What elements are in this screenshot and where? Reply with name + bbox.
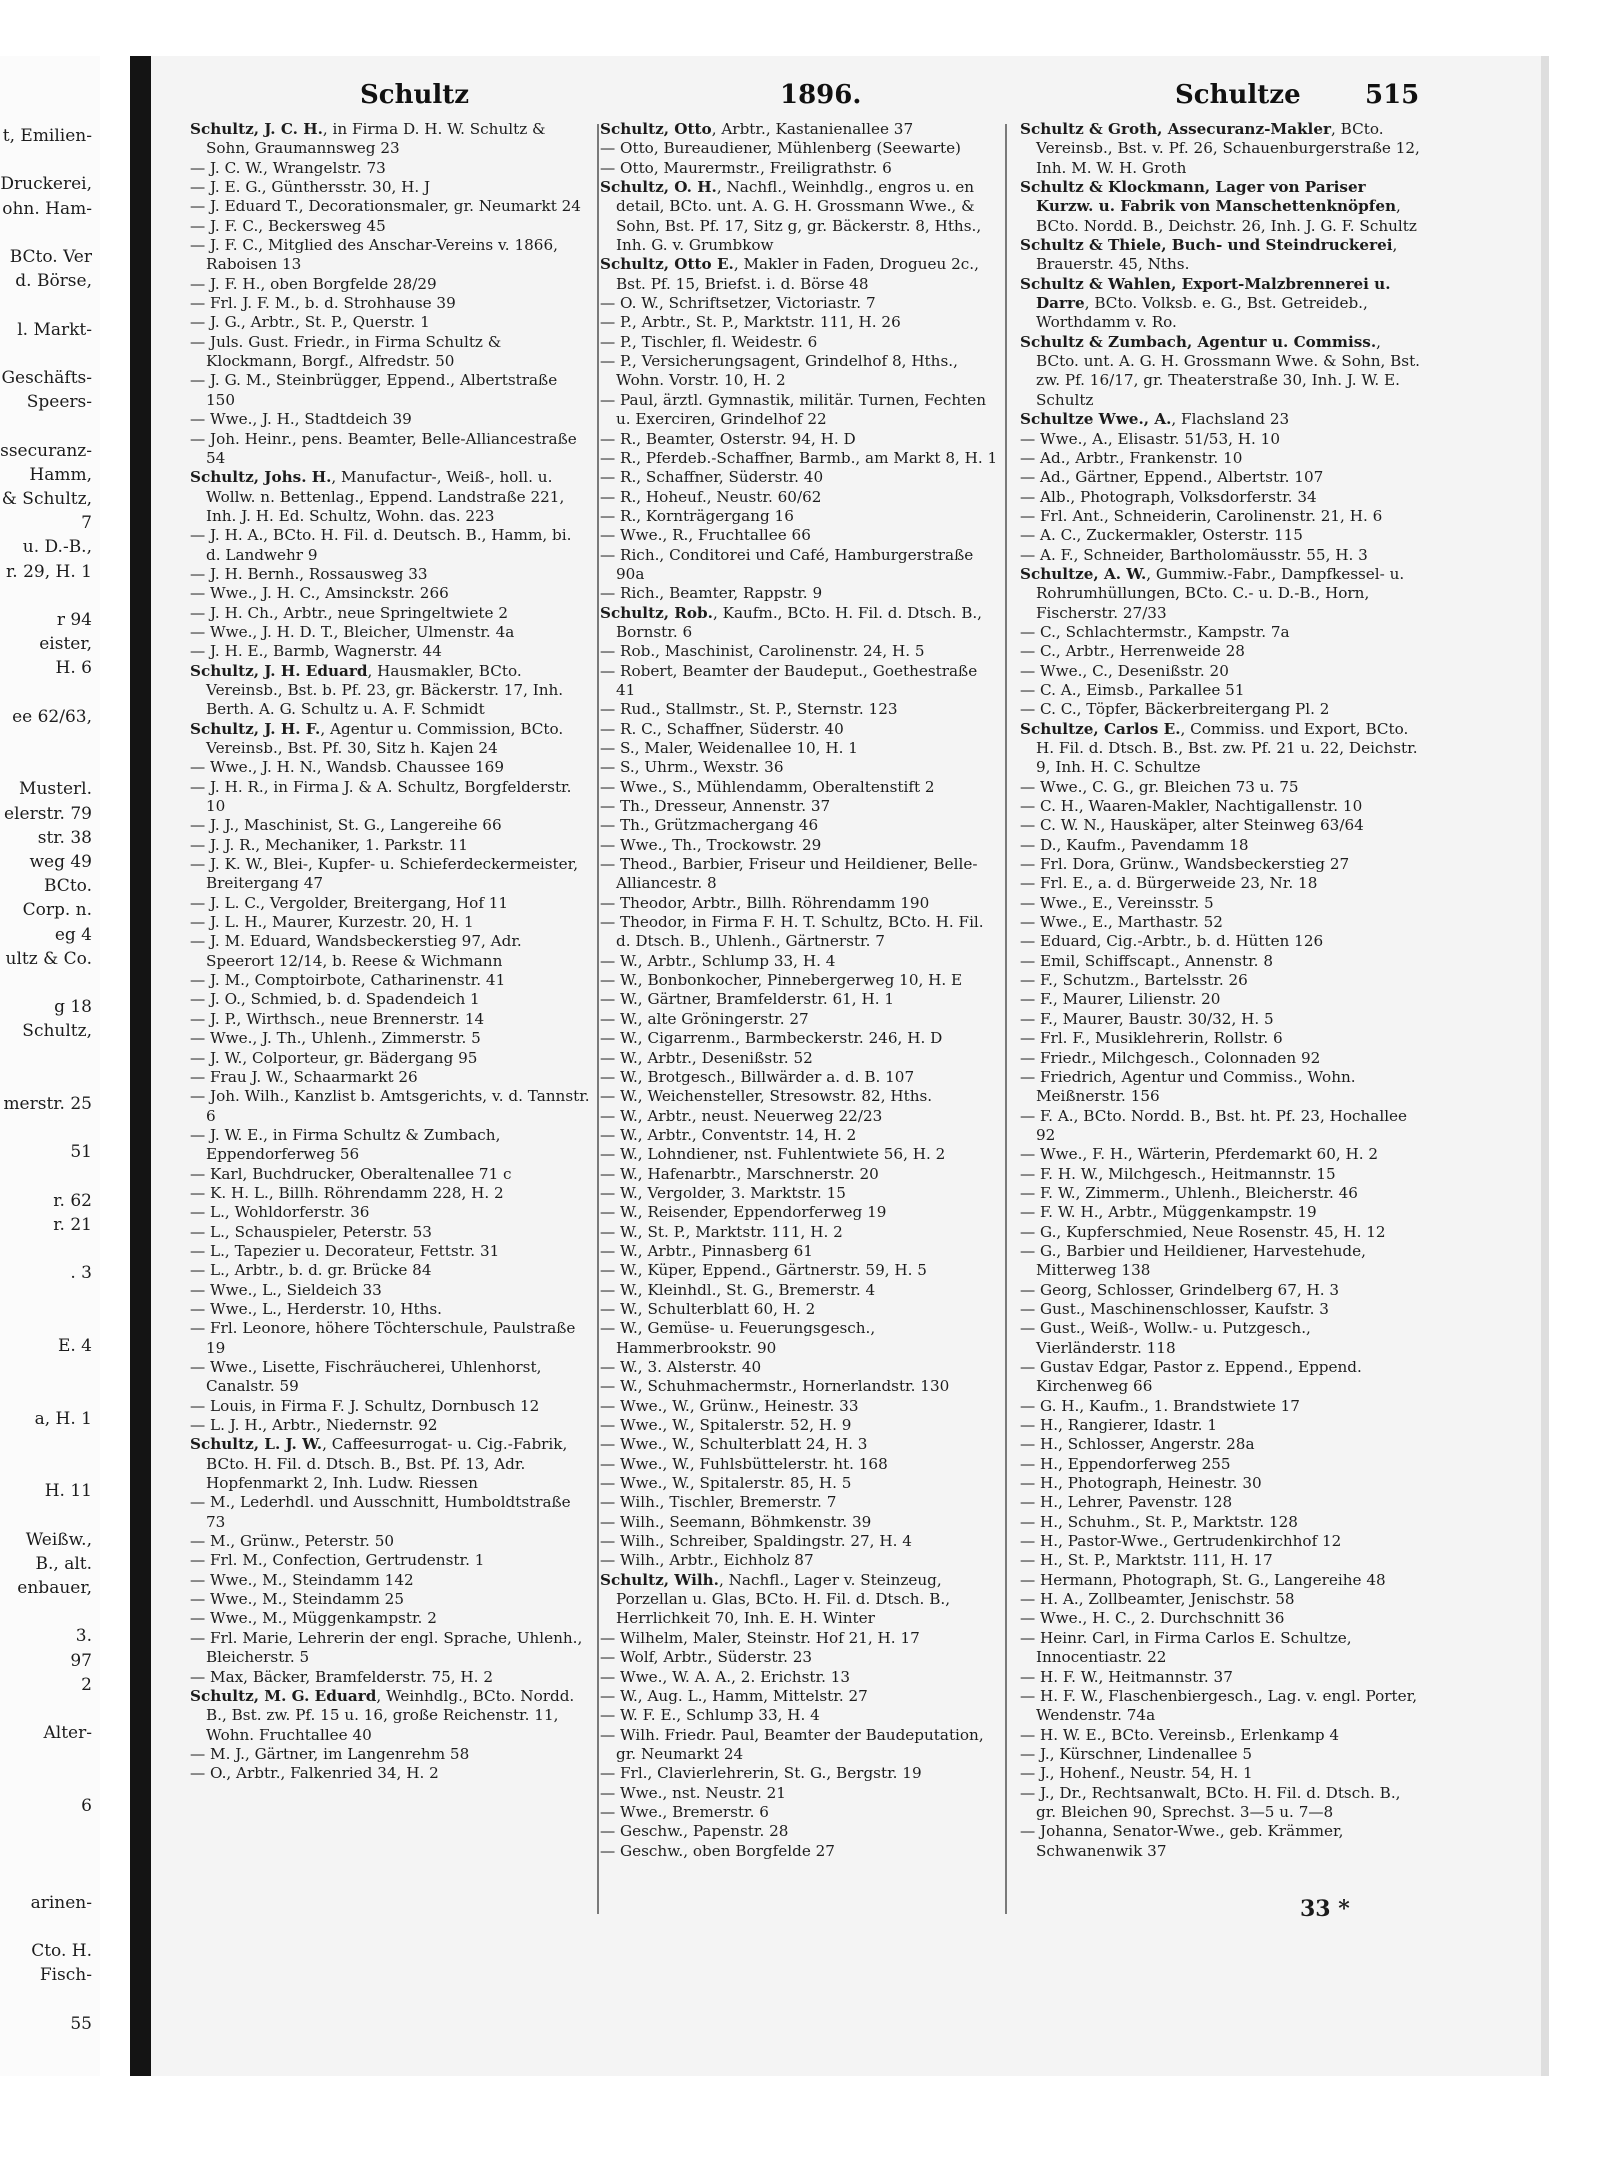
margin-fragment: & Schultz,: [1, 489, 92, 509]
directory-entry: — J. L. H., Maurer, Kurzestr. 20, H. 1: [190, 913, 474, 932]
margin-fragment: r 94: [56, 610, 92, 630]
directory-entry: — H. A., Zollbeamter, Jenischstr. 58: [1020, 1590, 1295, 1609]
margin-fragment: E. 4: [57, 1336, 92, 1356]
directory-entry: Schultze, Carlos E., Commiss. und Export, BCto. H. Fil. d. Dtsch. B., Bst. zw. Pf. 21 u. 22, Deichstr. 9, Inh. H. C. Schultze: [1020, 719, 1418, 777]
directory-entry: — Th., Grützmachergang 46: [600, 816, 819, 835]
directory-entry: — Frl. Dora, Grünw., Wandsbeckerstieg 27: [1020, 855, 1350, 874]
directory-entry: — P., Arbtr., St. P., Marktstr. 111, H. 26: [600, 313, 901, 332]
directory-entry: — H., St. P., Marktstr. 111, H. 17: [1020, 1551, 1273, 1570]
directory-column-1: [190, 120, 590, 1784]
page-number: 515: [1365, 80, 1420, 110]
directory-entry: — F. W., Zimmerm., Uhlenh., Bleicherstr. 46: [1020, 1183, 1358, 1202]
directory-entry: — J. H. Ch., Arbtr., neue Springeltwiete 2: [190, 603, 508, 622]
directory-entry: — L., Arbtr., b. d. gr. Brücke 84: [190, 1261, 432, 1280]
directory-entry: — Wwe., W., Grünw., Heinestr. 33: [600, 1396, 859, 1415]
directory-entry: Schultz, O. H., Nachfl., Weinhdlg., engros u. en detail, BCto. unt. A. G. H. Grossmann Wwe., & Sohn, Bst. Pf. 17, Sitz g, gr. Bäckerstr. 8, Hths., Inh. G. v. Grumbkow: [600, 178, 982, 255]
directory-entry: — W., Arbtr., neust. Neuerweg 22/23: [600, 1106, 883, 1125]
directory-entry: — W., Arbtr., Desenißstr. 52: [600, 1048, 813, 1067]
directory-entry: — H., Schuhm., St. P., Marktstr. 128: [1020, 1512, 1298, 1531]
margin-fragment: elerstr. 79: [4, 803, 92, 824]
margin-fragment: H. 6: [55, 658, 92, 679]
directory-entry: — Wwe., W., Schulterblatt 24, H. 3: [600, 1435, 868, 1454]
directory-entry: — W., Arbtr., Schlump 33, H. 4: [600, 951, 836, 970]
directory-entry: — Georg, Schlosser, Grindelberg 67, H. 3: [1020, 1280, 1340, 1299]
directory-entry: — H., Eppendorferweg 255: [1020, 1454, 1231, 1473]
margin-fragment: 3.: [75, 1626, 92, 1647]
directory-entry: Schultz, J. H. F., Agentur u. Commission, BCto. Vereinsb., Bst. Pf. 30, Sitz h. Kajen 24: [190, 719, 564, 757]
directory-entry: — W., Lohndiener, nst. Fuhlentwiete 56, H. 2: [600, 1145, 946, 1164]
directory-entry: — Paul, ärztl. Gymnastik, militär. Turnen, Fechten u. Exerciren, Grindelhof 22: [600, 390, 987, 429]
directory-entry: — Geschw., oben Borgfelde 27: [600, 1841, 835, 1860]
margin-fragment: 97: [70, 1650, 92, 1671]
directory-entry: — Otto, Bureaudiener, Mühlenberg (Seewarte): [600, 139, 961, 158]
directory-entry: — Theodor, Arbtr., Billh. Röhrendamm 190: [600, 893, 930, 912]
directory-entry: — W., Kleinhdl., St. G., Bremerstr. 4: [600, 1280, 876, 1299]
directory-entry: — H. F. W., Flaschenbiergesch., Lag. v. engl. Porter, Wendenstr. 74a: [1020, 1686, 1418, 1725]
directory-entry: — Wwe., J. Th., Uhlenh., Zimmerstr. 5: [190, 1029, 481, 1048]
directory-entry: — Joh. Heinr., pens. Beamter, Belle-Alliancestraße 54: [190, 429, 577, 467]
directory-entry: — Otto, Maurermstr., Freiligrathstr. 6: [600, 158, 892, 177]
directory-entry: — Ad., Arbtr., Frankenstr. 10: [1020, 448, 1243, 467]
directory-entry: — M., Grünw., Peterstr. 50: [190, 1532, 395, 1551]
directory-entry: Schultz & Wahlen, Export-Malzbrennerei u. Darre, BCto. Volksb. e. G., Bst. Getreideb., Worthdamm v. Ro.: [1020, 274, 1391, 332]
directory-entry: — Wwe., J. H. C., Amsinckstr. 266: [190, 584, 449, 603]
directory-entry: — Wwe., C., Desenißstr. 20: [1020, 661, 1229, 680]
directory-entry: — W., Küper, Eppend., Gärtnerstr. 59, H. 5: [600, 1261, 927, 1280]
margin-fragment: arinen-: [30, 1892, 92, 1913]
directory-entry: — Joh. Wilh., Kanzlist b. Amtsgerichts, v. d. Tannstr. 6: [190, 1087, 590, 1125]
directory-entry: — M., Lederhdl. und Ausschnitt, Humboldtstraße 73: [190, 1493, 571, 1531]
margin-fragment: 7: [81, 513, 92, 534]
column-rule-2: [1005, 124, 1007, 1914]
directory-entry: — Friedrich, Agentur und Commiss., Wohn. Meißnerstr. 156: [1020, 1067, 1356, 1106]
directory-entry: — Frl. Ant., Schneiderin, Carolinenstr. 21, H. 6: [1020, 506, 1383, 525]
directory-entry: — G., Kupferschmied, Neue Rosenstr. 45, H. 12: [1020, 1222, 1386, 1241]
margin-fragment: g 18: [54, 997, 92, 1018]
directory-entry: — Emil, Schiffscapt., Annenstr. 8: [1020, 951, 1273, 970]
directory-entry: — J., Kürschner, Lindenallee 5: [1020, 1744, 1253, 1763]
directory-entry: — Geschw., Papenstr. 28: [600, 1822, 789, 1841]
margin-fragment: BCto. Ver: [9, 247, 92, 267]
margin-fragment: weg 49: [29, 852, 92, 872]
directory-entry: — L. J. H., Arbtr., Niedernstr. 92: [190, 1416, 438, 1435]
directory-entry: — Wwe., Lisette, Fischräucherei, Uhlenhorst, Canalstr. 59: [190, 1358, 542, 1396]
directory-entry: — J. J., Maschinist, St. G., Langereihe 66: [190, 816, 502, 835]
directory-entry: — J. Eduard T., Decorationsmaler, gr. Neumarkt 24: [190, 197, 581, 216]
directory-entry: — H. W. E., BCto. Vereinsb., Erlenkamp 4: [1020, 1725, 1340, 1744]
directory-entry: — Wilh., Tischler, Bremerstr. 7: [600, 1493, 837, 1512]
directory-entry: — J. G. M., Steinbrügger, Eppend., Albertstraße 150: [190, 371, 558, 409]
directory-entry: — C. W. N., Hauskäper, alter Steinweg 63/64: [1020, 816, 1364, 835]
directory-entry: — W., Hafenarbtr., Marschnerstr. 20: [600, 1164, 879, 1183]
directory-entry: — Wilh., Seemann, Böhmkenstr. 39: [600, 1512, 872, 1531]
directory-entry: — Wwe., W., Spitalerstr. 85, H. 5: [600, 1474, 852, 1493]
directory-entry: Schultze Wwe., A., Flachsland 23: [1020, 410, 1290, 429]
directory-entry: — R., Hoheuf., Neustr. 60/62: [600, 487, 822, 506]
margin-fragment: Weißw.,: [25, 1529, 92, 1550]
directory-entry: — R., Schaffner, Süderstr. 40: [600, 468, 824, 487]
directory-entry: — C., Schlachtermstr., Kampstr. 7a: [1020, 622, 1290, 641]
directory-entry: — Th., Dresseur, Annenstr. 37: [600, 797, 831, 816]
directory-entry: Schultz, L. J. W., Caffeesurrogat- u. Cig.-Fabrik, BCto. H. Fil. d. Dtsch. B., Bst. Pf. 13, Adr. Hopfenmarkt 2, Inh. Ludw. Riessen: [190, 1435, 568, 1493]
directory-entry: — D., Kaufm., Pavendamm 18: [1020, 835, 1249, 854]
margin-fragment: ee 62/63,: [12, 706, 92, 727]
margin-fragment: Druckerei,: [0, 174, 92, 195]
directory-entry: — F., Maurer, Baustr. 30/32, H. 5: [1020, 1009, 1274, 1028]
directory-entry: — J. F. C., Mitglied des Anschar-Vereins v. 1866, Raboisen 13: [190, 236, 558, 274]
margin-fragment: Musterl.: [19, 779, 92, 800]
directory-entry: — Rich., Conditorei und Café, Hamburgerstraße 90a: [600, 545, 974, 583]
margin-fragment: u. D.-B.,: [22, 537, 92, 558]
book-gutter: [130, 56, 151, 2076]
directory-entry: — J. M., Comptoirbote, Catharinenstr. 41: [190, 971, 506, 990]
margin-fragment: H. 11: [44, 1481, 92, 1502]
directory-entry: — Robert, Beamter der Baudeput., Goethestraße 41: [600, 661, 978, 699]
page-edge: [1541, 56, 1549, 2076]
margin-fragment: BCto.: [44, 876, 92, 897]
directory-entry: — J. J. R., Mechaniker, 1. Parkstr. 11: [190, 835, 468, 854]
directory-entry: — Wwe., W. A. A., 2. Erichstr. 13: [600, 1667, 851, 1686]
margin-fragment: l. Markt-: [17, 319, 92, 340]
directory-entry: Schultz & Groth, Assecuranz-Makler, BCto. Vereinsb., Bst. v. Pf. 26, Schauenburgerstraße 12, Inh. M. W. H. Groth: [1020, 120, 1420, 177]
directory-entry: — J. F. C., Beckersweg 45: [190, 216, 386, 235]
directory-entry: — H., Lehrer, Pavenstr. 128: [1020, 1493, 1233, 1512]
margin-fragment: 55: [70, 2013, 92, 2034]
directory-entry: — Wwe., F. H., Wärterin, Pferdemarkt 60, H. 2: [1020, 1145, 1379, 1164]
directory-entry: — Heinr. Carl, in Firma Carlos E. Schultze, Innocentiastr. 22: [1020, 1628, 1352, 1667]
directory-entry: — Gust., Weiß-, Wollw.- u. Putzgesch., Vierländerstr. 118: [1020, 1319, 1311, 1357]
directory-entry: — Wwe., Th., Trockowstr. 29: [600, 835, 822, 854]
directory-entry: — W., Reisender, Eppendorferweg 19: [600, 1203, 887, 1222]
margin-fragment: eister,: [39, 634, 92, 655]
directory-entry: — Frl. M., Confection, Gertrudenstr. 1: [190, 1551, 485, 1570]
margin-fragment: t, Emilien-: [2, 126, 92, 146]
directory-entry: — P., Versicherungsagent, Grindelhof 8, Hths., Wohn. Vorstr. 10, H. 2: [600, 352, 958, 390]
directory-entry: — Ad., Gärtner, Eppend., Albertstr. 107: [1020, 468, 1324, 487]
margin-fragment: Hamm,: [29, 464, 92, 485]
margin-fragment: Fisch-: [39, 1965, 92, 1986]
directory-entry: — J., Hohenf., Neustr. 54, H. 1: [1020, 1764, 1253, 1783]
directory-entry: — S., Uhrm., Wexstr. 36: [600, 758, 784, 777]
directory-entry: — O. W., Schriftsetzer, Victoriastr. 7: [600, 294, 876, 313]
margin-fragment: str. 38: [37, 827, 92, 848]
directory-entry: — F. H. W., Milchgesch., Heitmannstr. 15: [1020, 1164, 1336, 1183]
directory-entry: — Wwe., M., Steindamm 142: [190, 1570, 414, 1589]
directory-entry: Schultz & Klockmann, Lager von Pariser Kurzw. u. Fabrik von Manschettenknöpfen, BCto. Nordd. B., Deichstr. 26, Inh. J. G. F. Schultz: [1020, 178, 1417, 235]
directory-entry: — W., Gärtner, Bramfelderstr. 61, H. 1: [600, 990, 895, 1009]
margin-fragment: Speers-: [26, 392, 92, 413]
directory-entry: — F. W. H., Arbtr., Müggenkampstr. 19: [1020, 1203, 1317, 1222]
directory-entry: — F., Schutzm., Bartelsstr. 26: [1020, 971, 1248, 990]
margin-fragment: Alter-: [43, 1723, 92, 1744]
margin-fragment: r. 62: [53, 1190, 92, 1211]
directory-entry: — Wwe., C. G., gr. Bleichen 73 u. 75: [1020, 777, 1299, 796]
directory-entry: — W., Arbtr., Pinnasberg 61: [600, 1241, 813, 1260]
directory-entry: — F. A., BCto. Nordd. B., Bst. ht. Pf. 23, Hochallee 92: [1020, 1106, 1408, 1144]
margin-fragment: 51: [70, 1142, 92, 1163]
directory-entry: — Wwe., J. H. N., Wandsb. Chaussee 169: [190, 758, 504, 777]
directory-entry: — Wwe., E., Vereinsstr. 5: [1020, 893, 1214, 912]
directory-entry: — Wilh. Friedr. Paul, Beamter der Baudeputation, gr. Neumarkt 24: [600, 1725, 984, 1763]
directory-entry: — L., Tapezier u. Decorateur, Fettstr. 31: [190, 1241, 500, 1260]
directory-entry: — A. F., Schneider, Bartholomäusstr. 55, H. 3: [1020, 545, 1368, 564]
directory-entry: — J. P., Wirthsch., neue Brennerstr. 14: [190, 1009, 485, 1028]
directory-entry: — R., Pferdeb.-Schaffner, Barmb., am Markt 8, H. 1: [600, 448, 998, 467]
directory-entry: — L., Schauspieler, Peterstr. 53: [190, 1222, 432, 1241]
directory-column-3: [1020, 120, 1420, 1861]
directory-entry: — H., Schlosser, Angerstr. 28a: [1020, 1435, 1255, 1454]
directory-entry: — Wwe., W., Fuhlsbüttelerstr. ht. 168: [600, 1454, 888, 1473]
directory-entry: — G., Barbier und Heildiener, Harvestehude, Mitterweg 138: [1020, 1241, 1366, 1280]
directory-entry: — A. C., Zuckermakler, Osterstr. 115: [1020, 526, 1303, 545]
directory-entry: — J. H. R., in Firma J. & A. Schultz, Borgfelderstr. 10: [190, 777, 572, 816]
margin-fragment: . 3: [70, 1263, 92, 1284]
directory-entry: — W., Brotgesch., Billwärder a. d. B. 107: [600, 1067, 915, 1086]
directory-entry: — F., Maurer, Lilienstr. 20: [1020, 990, 1221, 1009]
directory-entry: — Louis, in Firma F. J. Schultz, Dornbusch 12: [190, 1396, 540, 1415]
directory-entry: — Gust., Maschinenschlosser, Kaufstr. 3: [1020, 1299, 1329, 1318]
directory-entry: — J. H. Bernh., Rossausweg 33: [190, 564, 428, 583]
directory-entry: — M. J., Gärtner, im Langenrehm 58: [190, 1744, 470, 1763]
column-rule-1: [597, 124, 599, 1914]
margin-fragment: Schultz,: [22, 1021, 92, 1042]
directory-entry: — Theodor, in Firma F. H. T. Schultz, BCto. H. Fil. d. Dtsch. B., Uhlenh., Gärtnerstr. 7: [600, 913, 984, 951]
margin-fragment: ultz & Co.: [5, 948, 92, 969]
directory-entry: — Wolf, Arbtr., Süderstr. 23: [600, 1648, 813, 1667]
directory-entry: — Karl, Buchdrucker, Oberaltenallee 71 c: [190, 1164, 512, 1183]
directory-entry: — W., Schuhmachermstr., Hornerlandstr. 130: [600, 1377, 950, 1396]
directory-entry: — L., Wohldorferstr. 36: [190, 1203, 370, 1222]
directory-entry: — C. A., Eimsb., Parkallee 51: [1020, 680, 1245, 699]
directory-entry: — Eduard, Cig.-Arbtr., b. d. Hütten 126: [1020, 932, 1324, 951]
directory-entry: Schultz, Wilh., Nachfl., Lager v. Steinzeug, Porzellan u. Glas, BCto. H. Fil. d. Dtsch. B., Herrlichkeit 70, Inh. E. H. Winter: [600, 1570, 951, 1628]
running-head-right: Schultze: [1175, 80, 1301, 110]
directory-entry: — J. C. W., Wrangelstr. 73: [190, 158, 386, 177]
directory-entry: — K. H. L., Billh. Röhrendamm 228, H. 2: [190, 1183, 504, 1202]
directory-entry: — W., Arbtr., Conventstr. 14, H. 2: [600, 1125, 857, 1144]
directory-entry: — W., St. P., Marktstr. 111, H. 2: [600, 1222, 843, 1241]
directory-entry: — W., Aug. L., Hamm, Mittelstr. 27: [600, 1686, 868, 1705]
margin-fragment: 6: [81, 1795, 92, 1816]
margin-fragment: eg 4: [54, 924, 92, 945]
directory-entry: — J. W., Colporteur, gr. Bädergang 95: [190, 1048, 478, 1067]
directory-entry: — O., Arbtr., Falkenried 34, H. 2: [190, 1764, 439, 1783]
directory-entry: — C., Arbtr., Herrenweide 28: [1020, 642, 1245, 661]
directory-entry: — Rob., Maschinist, Carolinenstr. 24, H. 5: [600, 642, 925, 661]
directory-entry: — Frl. Marie, Lehrerin der engl. Sprache, Uhlenh., Bleicherstr. 5: [190, 1628, 583, 1667]
directory-entry: — Max, Bäcker, Bramfelderstr. 75, H. 2: [190, 1667, 493, 1686]
directory-entry: — H., Rangierer, Idastr. 1: [1020, 1416, 1218, 1435]
directory-entry: — Frl. F., Musiklehrerin, Rollstr. 6: [1020, 1029, 1283, 1048]
directory-entry: — Frl. Leonore, höhere Töchterschule, Paulstraße 19: [190, 1319, 576, 1357]
directory-entry: — H., Pastor-Wwe., Gertrudenkirchhof 12: [1020, 1532, 1342, 1551]
directory-entry: — J. W. E., in Firma Schultz & Zumbach, Eppendorferweg 56: [190, 1125, 501, 1164]
directory-entry: — Wwe., R., Fruchtallee 66: [600, 526, 811, 545]
directory-entry: — Theod., Barbier, Friseur und Heildiener, Belle-Alliancestr. 8: [600, 855, 978, 893]
directory-entry: — J. F. H., oben Borgfelde 28/29: [190, 274, 437, 293]
directory-entry: — H. F. W., Heitmannstr. 37: [1020, 1667, 1233, 1686]
directory-entry: — Hermann, Photograph, St. G., Langereihe 48: [1020, 1570, 1386, 1589]
margin-fragment: r. 21: [53, 1215, 92, 1235]
directory-entry: — J. L. C., Vergolder, Breitergang, Hof 11: [190, 893, 509, 912]
directory-entry: — J. O., Schmied, b. d. Spadendeich 1: [190, 990, 480, 1009]
directory-entry: — Wwe., M., Müggenkampstr. 2: [190, 1609, 437, 1628]
directory-entry: — R. C., Schaffner, Süderstr. 40: [600, 719, 844, 738]
margin-fragment: Corp. n.: [22, 900, 92, 921]
directory-entry: — J. G., Arbtr., St. P., Querstr. 1: [190, 313, 430, 332]
margin-fragment: B., alt.: [35, 1553, 92, 1574]
directory-entry: — J. H. E., Barmb, Wagnerstr. 44: [190, 642, 442, 661]
directory-entry: — Wwe., Bremerstr. 6: [600, 1802, 769, 1821]
directory-entry: — Wwe., W., Spitalerstr. 52, H. 9: [600, 1416, 852, 1435]
directory-entry: — Wwe., J. H. D. T., Bleicher, Ulmenstr. 4a: [190, 622, 515, 641]
scan-margin: [0, 2076, 1600, 2177]
directory-entry: — Frl. J. F. M., b. d. Strohhause 39: [190, 294, 456, 313]
margin-fragment: ssecuranz-: [0, 440, 92, 461]
directory-entry: — W., Vergolder, 3. Marktstr. 15: [600, 1183, 846, 1202]
directory-entry: — Wilh., Arbtr., Eichholz 87: [600, 1551, 814, 1570]
directory-entry: Schultz, Rob., Kaufm., BCto. H. Fil. d. Dtsch. B., Bornstr. 6: [600, 603, 983, 641]
directory-entry: — Alb., Photograph, Volksdorferstr. 34: [1020, 487, 1317, 506]
directory-entry: — Gustav Edgar, Pastor z. Eppend., Eppend. Kirchenweg 66: [1020, 1358, 1362, 1396]
directory-entry: — W., alte Gröningerstr. 27: [600, 1009, 809, 1028]
directory-entry: — J. K. W., Blei-, Kupfer- u. Schieferdeckermeister, Breitergang 47: [190, 855, 579, 893]
directory-entry: — Wwe., S., Mühlendamm, Oberaltenstift 2: [600, 777, 935, 796]
margin-fragment: Geschäfts-: [1, 368, 92, 388]
directory-entry: Schultz, J. C. H., in Firma D. H. W. Schultz & Sohn, Graumannsweg 23: [190, 120, 546, 158]
directory-entry: — Wwe., A., Elisastr. 51/53, H. 10: [1020, 429, 1280, 448]
directory-entry: — Wwe., L., Herderstr. 10, Hths.: [190, 1299, 443, 1318]
margin-fragment: a, H. 1: [34, 1408, 92, 1429]
directory-entry: — J. H. A., BCto. H. Fil. d. Deutsch. B., Hamm, bi. d. Landwehr 9: [190, 526, 572, 564]
directory-entry: — Wwe., nst. Neustr. 21: [600, 1783, 786, 1802]
running-head-left: Schultz: [360, 80, 470, 110]
directory-entry: — W., 3. Alsterstr. 40: [600, 1358, 762, 1376]
directory-entry: — W., Gemüse- u. Feuerungsgesch., Hammerbrookstr. 90: [600, 1319, 876, 1357]
directory-entry: — Juls. Gust. Friedr., in Firma Schultz & Klockmann, Borgf., Alfredstr. 50: [190, 332, 502, 371]
directory-entry: — C. H., Waaren-Makler, Nachtigallenstr. 10: [1020, 797, 1363, 816]
directory-entry: Schultz, Otto, Arbtr., Kastanienallee 37: [600, 120, 914, 138]
printer-signature: 33 *: [1300, 1896, 1350, 1922]
directory-entry: — Frl. E., a. d. Bürgerweide 23, Nr. 18: [1020, 874, 1318, 893]
directory-entry: — R., Beamter, Osterstr. 94, H. D: [600, 429, 856, 448]
directory-entry: Schultz & Zumbach, Agentur u. Commiss., BCto. unt. A. G. H. Grossmann Wwe. & Sohn, Bst. zw. Pf. 16/17, gr. Theaterstraße 30, Inh. J. W. E. Schultz: [1020, 332, 1421, 409]
directory-entry: — H., Photograph, Heinestr. 30: [1020, 1474, 1262, 1493]
directory-entry: — R., Kornträgergang 16: [600, 506, 794, 525]
margin-fragment: d. Börse,: [15, 271, 92, 292]
directory-column-2: [600, 120, 1000, 1861]
directory-entry: Schultz & Thiele, Buch- und Steindruckerei, Brauerstr. 45, Nths.: [1020, 236, 1398, 274]
directory-entry: — C. C., Töpfer, Bäckerbreitergang Pl. 2: [1020, 700, 1330, 719]
directory-entry: — Wilhelm, Maler, Steinstr. Hof 21, H. 17: [600, 1628, 920, 1647]
directory-entry: — Friedr., Milchgesch., Colonnaden 92: [1020, 1048, 1321, 1067]
directory-entry: — S., Maler, Weidenallee 10, H. 1: [600, 739, 858, 757]
directory-entry: — Wwe., E., Marthastr. 52: [1020, 913, 1223, 932]
directory-entry: — Johanna, Senator-Wwe., geb. Krämmer, Schwanenwik 37: [1020, 1822, 1344, 1860]
directory-entry: — Wwe., J. H., Stadtdeich 39: [190, 410, 412, 429]
directory-entry: — Wwe., M., Steindamm 25: [190, 1590, 404, 1609]
directory-entry: — W. F. E., Schlump 33, H. 4: [600, 1706, 820, 1725]
directory-entry: Schultze, A. W., Gummiw.-Fabr., Dampfkessel- u. Rohrumhüllungen, BCto. C.- u. D.-B., Horn, Fischerstr. 27/33: [1020, 564, 1405, 622]
margin-fragment: enbauer,: [17, 1578, 92, 1598]
margin-fragment: merstr. 25: [3, 1094, 92, 1114]
margin-fragment: 2: [81, 1674, 92, 1695]
directory-entry: — W., Weichensteller, Stresowstr. 82, Hths.: [600, 1087, 933, 1106]
directory-entry: Schultz, Otto E., Makler in Faden, Drogueu 2c., Bst. Pf. 15, Briefst. i. d. Börse 48: [600, 255, 979, 293]
running-head-year: 1896.: [780, 80, 862, 110]
directory-entry: — Wwe., L., Sieldeich 33: [190, 1280, 382, 1299]
margin-fragment: ohn. Ham-: [2, 198, 92, 219]
directory-entry: Schultz, M. G. Eduard, Weinhdlg., BCto. Nordd. B., Bst. zw. Pf. 15 u. 16, große Reichenstr. 11, Wohn. Fruchtallee 40: [190, 1686, 575, 1744]
directory-entry: — Rud., Stallmstr., St. P., Sternstr. 123: [600, 700, 898, 719]
directory-entry: — J., Dr., Rechtsanwalt, BCto. H. Fil. d. Dtsch. B., gr. Bleichen 90, Sprechst. 3—5 u. 7—8: [1020, 1783, 1401, 1821]
directory-entry: Schultz, J. H. Eduard, Hausmakler, BCto. Vereinsb., Bst. b. Pf. 23, gr. Bäckerstr. 17, Inh. Berth. A. G. Schultz u. A. F. Schmidt: [190, 661, 564, 719]
margin-fragment: Cto. H.: [31, 1941, 92, 1961]
directory-entry: — J. M. Eduard, Wandsbeckerstieg 97, Adr. Speerort 12/14, b. Reese & Wichmann: [190, 932, 522, 970]
directory-entry: — Frau J. W., Schaarmarkt 26: [190, 1067, 418, 1086]
directory-entry: — W., Bonbonkocher, Pinnebergerweg 10, H. E: [600, 971, 963, 990]
directory-entry: — G. H., Kaufm., 1. Brandstwiete 17: [1020, 1396, 1300, 1415]
adjacent-page-fragment: [0, 56, 100, 2076]
directory-entry: — Wwe., H. C., 2. Durchschnitt 36: [1020, 1609, 1285, 1628]
directory-entry: — W., Cigarrenm., Barmbeckerstr. 246, H. D: [600, 1029, 943, 1048]
margin-fragment: r. 29, H. 1: [6, 561, 92, 582]
directory-entry: — J. E. G., Günthersstr. 30, H. J: [190, 178, 431, 197]
directory-entry: — Frl., Clavierlehrerin, St. G., Bergstr. 19: [600, 1764, 922, 1783]
directory-entry: — W., Schulterblatt 60, H. 2: [600, 1299, 816, 1318]
directory-entry: — Wilh., Schreiber, Spaldingstr. 27, H. 4: [600, 1532, 912, 1551]
directory-entry: — Rich., Beamter, Rappstr. 9: [600, 584, 823, 603]
directory-entry: Schultz, Johs. H., Manufactur-, Weiß-, holl. u. Wollw. n. Bettenlag., Eppend. Landstraße 221, Inh. J. H. Ed. Schultz, Wohn. das. 223: [190, 468, 565, 525]
directory-entry: — P., Tischler, fl. Weidestr. 6: [600, 332, 818, 351]
